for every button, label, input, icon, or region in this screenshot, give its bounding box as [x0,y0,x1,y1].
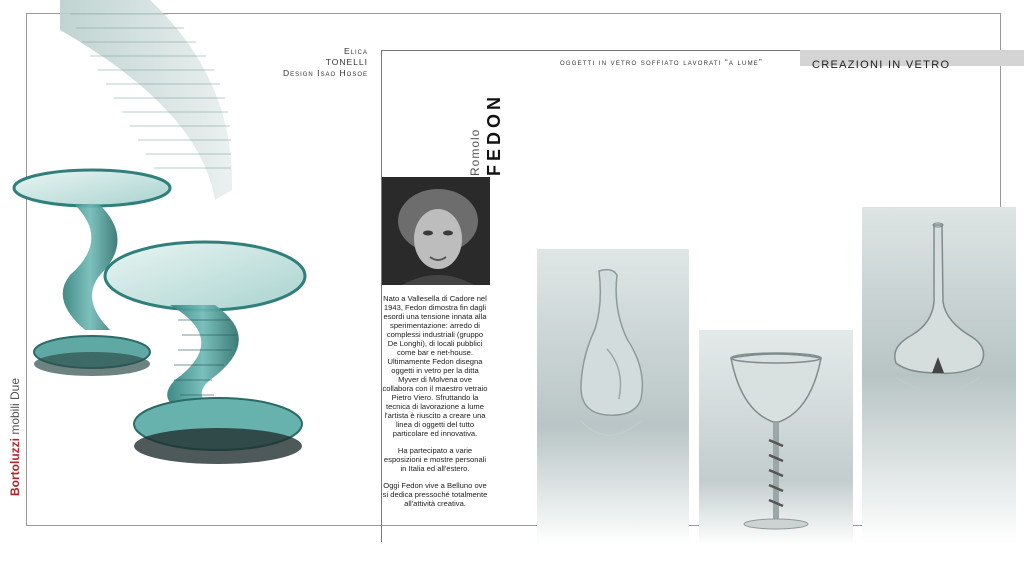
glass-goblet-photo [699,330,853,545]
bio-paragraph: Nato a Vallesella di Cadore nel 1943, Fedon dimostra fin dagli esordi una tensione innata alla sperimentazione: arredo di complessi industriali (gruppo De Longhi), di locali pubblici come bar e net-house. Ultimamente Fedon disegna oggetti in vetro per la ditta Myver di Molvena ove collabora con il maestro vetraio Pietro Viero. Sfruttando la tecnica di lavorazione a lume l'artista è riuscito a creare una linea di oggetti del tutto particolare ed innovativa. [382,294,488,438]
section-title: CREAZIONI IN VETRO [812,59,951,71]
credit-product-name: Elica [343,46,368,56]
bortoluzzi-ad-panel [0,0,380,582]
artist-biography [382,294,488,516]
bortoluzzi-brand [8,378,22,496]
glass-tables-photo [0,0,380,582]
artist-last-name: FEDON [484,93,504,176]
artist-first-name: Romolo [468,128,482,176]
artist-portrait-photo [382,177,490,285]
design-credit [283,46,368,79]
artist-name [466,93,505,176]
bio-paragraph: Oggi Fedon vive a Belluno ove si dedica pressoché totalmente all'attività creativa. [382,481,488,508]
credit-designer: Design Isao Hosoe [282,68,368,78]
page-subtitle: oggetti in vetro soffiato lavorati “a lume” [560,58,763,67]
bio-paragraph: Ha partecipato a varie esposizioni e mostre personali in Italia ed all'estero. [383,446,487,473]
glass-bottle-photo [862,207,1016,544]
glass-carafe-photo [537,249,689,545]
credit-product-line: TONELLI [325,57,368,67]
brand-name-bold: Bortoluzzi [8,438,22,496]
brand-name-rest: mobili Due [8,377,22,438]
